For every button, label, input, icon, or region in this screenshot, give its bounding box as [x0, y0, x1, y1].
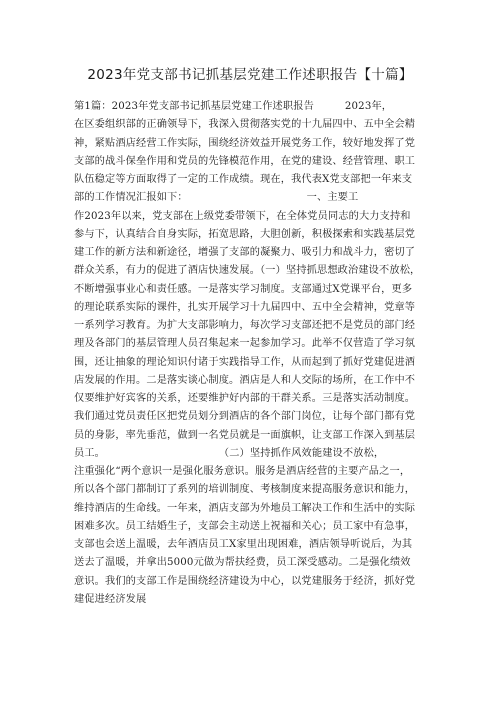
body-line-17: 仅要维护好宾客的关系，还要维护好内部的干群关系。三是落实活动制度。 — [74, 393, 416, 404]
body-line-20: 员工。 （二）坚持抓作风效能建设不放松， — [74, 447, 385, 459]
body-line-24: 困难多次。员工结婚生子，支部会主动送上祝福和关心；员工家中有急事， — [74, 520, 416, 532]
body-line-21: 注重强化“两个意识一是强化服务意识。服务是酒店经营的主要产品之一， — [74, 466, 411, 477]
body-line-25: 支部也会送上温暖，去年酒店员工X家里出现困难，酒店领导听说后，为其 — [74, 539, 413, 550]
body-line-11: 不断增强事业心和责任感。一是落实学习制度。支部通过X党课平台，更多 — [74, 283, 413, 295]
body-line-4: 支部的战斗保垒作用和党员的先锋模范作用，在党的建设、经营管理、职工 — [74, 155, 416, 167]
body-line-13: 一系列学习教育。为扩大支部影响力，每次学习支部还把不是党员的部门经 — [74, 320, 416, 331]
body-line-14: 理及各部门的基层管理人员召集起来一起参加学习。此举不仅营造了学习氛 — [74, 338, 416, 350]
body-line-23: 维持酒店的生命线。一年来，酒店支部为外地员工解决工作和生活中的实际 — [74, 502, 416, 514]
body-line-12: 的理论联系实际的课件，扎实开展学习十九届四中、五中全会精神，党章等 — [74, 301, 416, 313]
body-line-2: 在区委组织部的正确领导下，我深入贯彻落实党的十九届四中、五中全会精 — [74, 119, 416, 131]
body-line-1: 第1篇：2023年党支部书记抓基层党建工作述职报告 2023年， — [74, 101, 393, 112]
document-title: 2023年党支部书记抓基层党建工作述职报告【十篇】 — [87, 67, 413, 83]
body-line-5: 队伍稳定等方面取得了一定的工作成绩。现在，我代表X党支部把一年来支 — [74, 174, 413, 185]
body-line-28: 建促进经济发展 — [74, 593, 147, 605]
body-line-22: 所以各个部门都制订了系列的培训制度、考核制度来提高服务意识和能力， — [74, 484, 416, 496]
body-line-9: 建工作的新方法和新途径，增强了支部的凝聚力、吸引力和战斗力，密切了 — [74, 247, 416, 258]
body-line-26: 送去了温暖，并拿出5000元做为帮扶经费，员工深受感动。二是强化绩效 — [74, 557, 411, 569]
body-line-19: 员的身影，率先垂范，做到一名党员就是一面旗帜，让支部工作深入到基层 — [74, 429, 416, 441]
body-line-15: 围，还让抽象的理论知识付诸于实践指导工作，从而起到了抓好党建促进酒 — [74, 356, 416, 368]
body-line-6: 部的工作情况汇报如下： 一、主要工 — [74, 192, 359, 204]
body-line-7: 作2023年以来，党支部在上级党委带领下，在全体党员同志的大力支持和 — [74, 210, 411, 222]
document-body — [74, 98, 434, 609]
body-line-8: 参与下，认真结合自身实际，拓宽思路，大胆创新，积极探索和实践基层党 — [74, 228, 416, 240]
body-line-27: 意识。我们的支部工作是围绕经济建设为中心，以党建服务于经济，抓好党 — [74, 575, 416, 587]
body-line-3: 神，紧贴酒店经营工作实际，围绕经济效益开展党务工作，较好地发挥了党 — [74, 137, 416, 149]
body-line-18: 我们通过党员责任区把党员划分到酒店的各个部门岗位，让每个部门都有党 — [74, 411, 416, 423]
body-line-10: 群众关系，有力的促进了酒店快速发展。（一）坚持抓思想政治建设不放松， — [74, 265, 421, 277]
body-line-16: 店发展的作用。二是落实谈心制度。酒店是人和人交际的场所，在工作中不 — [74, 374, 416, 386]
